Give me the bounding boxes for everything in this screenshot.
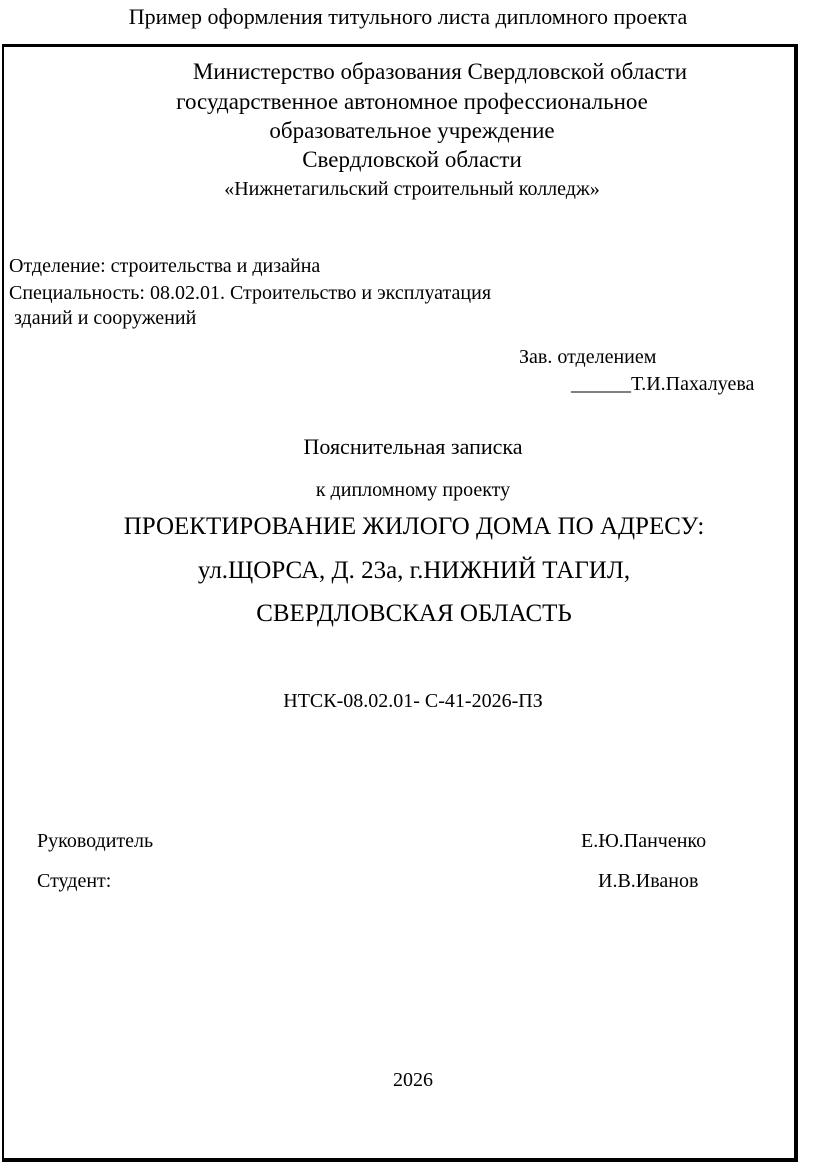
approval-title: Зав. отделением <box>519 346 657 368</box>
approval-signature: ______Т.И.Пахалуева <box>571 373 755 395</box>
student-label: Студент: <box>37 870 112 892</box>
document-subtitle: к дипломному проекту <box>315 479 511 501</box>
page-heading: Пример оформления титульного листа дипломного проекта <box>128 4 688 29</box>
year: 2026 <box>393 1069 433 1091</box>
specialty-line: Специальность: 08.02.01. Строительство и эксплуатация <box>9 282 492 304</box>
institution-ministry: Министерство образования Свердловской области <box>192 59 688 84</box>
institution-name: «Нижнетагильский строительный колледж» <box>224 178 600 200</box>
institution-region: Свердловской области <box>302 147 522 172</box>
institution-kind: образовательное учреждение <box>269 118 555 143</box>
project-topic-line1: ПРОЕКТИРОВАНИЕ ЖИЛОГО ДОМА ПО АДРЕСУ: <box>123 513 705 540</box>
student-name: И.В.Иванов <box>598 870 699 892</box>
department-line: Отделение: строительства и дизайна <box>9 255 321 277</box>
project-topic-line3: СВЕРДЛОВСКАЯ ОБЛАСТЬ <box>256 600 572 627</box>
supervisor-name: Е.Ю.Панченко <box>581 830 707 852</box>
document-type: Пояснительная записка <box>303 434 523 459</box>
supervisor-label: Руководитель <box>37 830 154 852</box>
specialty-line-continued: зданий и сооружений <box>9 307 197 329</box>
document-code: НТСК-08.02.01- С-41-2026-ПЗ <box>283 690 543 712</box>
project-topic-line2: ул.ЩОРСА, Д. 23а, г.НИЖНИЙ ТАГИЛ, <box>197 557 631 584</box>
institution-type: государственное автономное профессиональное <box>176 89 648 114</box>
